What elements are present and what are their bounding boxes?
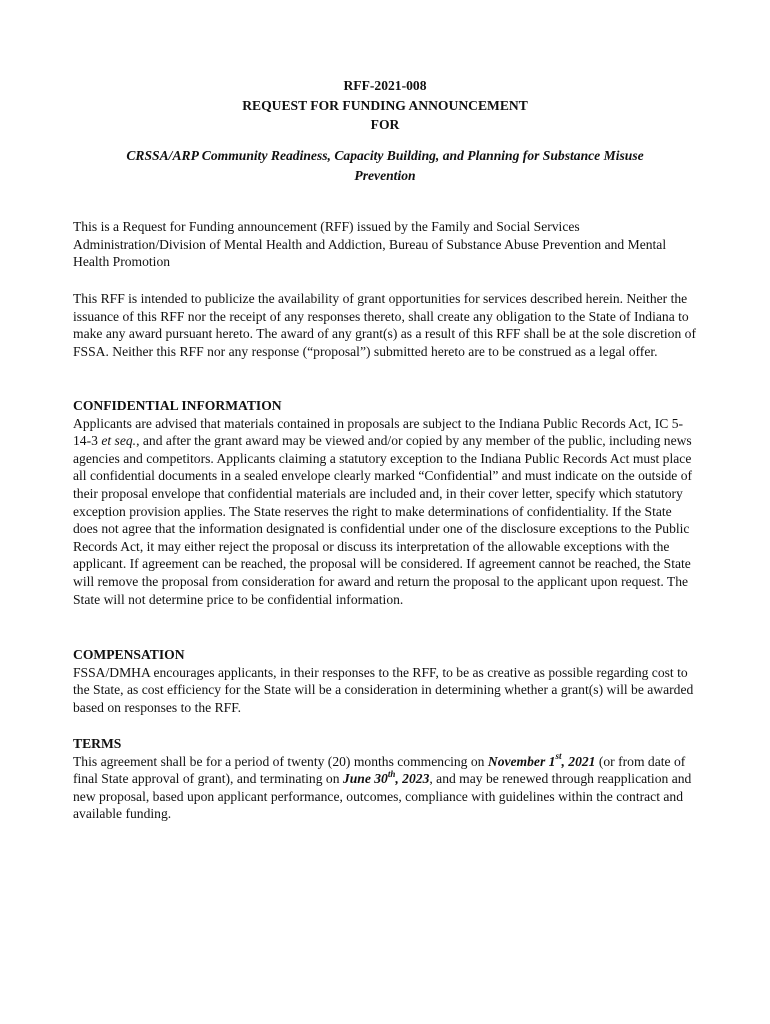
start-date bbox=[487, 751, 596, 769]
compensation-text: FSSA/DMHA encourages applicants, in their responses to the RFF, to be as creative as possible regarding cost to the State, as cost efficiency for the State will be a consideration in determining whether a grant(s) will be awarded based on responses to the RFF. bbox=[73, 664, 694, 715]
terms-text-part-1: This agreement shall be for a period of twenty (20) months commencing on bbox=[73, 753, 488, 769]
start-date-suffix: st bbox=[555, 751, 562, 762]
program-title-line-1: CRSSA/ARP Community Readiness, Capacity Building, and Planning for Substance Misuse bbox=[126, 148, 644, 163]
terms-section bbox=[73, 735, 699, 823]
terms-text-part-2: (or from date of final State approval of grant), and terminating on bbox=[73, 753, 686, 787]
terms-text bbox=[73, 753, 699, 823]
announcement-title: REQUEST FOR FUNDING ANNOUNCEMENT bbox=[242, 97, 528, 113]
intro-paragraph-2: This RFF is intended to publicize the availability of grant opportunities for services described herein. Neither the issuance of this RFF nor the receipt of any responses thereto, shall create any obligation to the State of Indiana to make any award pursuant hereto. The award of any grant(s) as a result of this RFF shall be at the sole discretion of FSSA. Neither this RFF nor any response (“proposal”) submitted hereto are to be construed as a legal offer. bbox=[73, 291, 696, 359]
intro-paragraph-1: This is a Request for Funding announcement (RFF) issued by the Family and Social Services Administration/Division of Mental Health and Addiction, Bureau of Substance Abuse Prevention and Mental Health Promotion bbox=[73, 219, 667, 270]
terms-text-part-3: , and may be renewed through reapplication and new proposal, based upon applicant performance, outcomes, compliance with guidelines within the contract and available funding. bbox=[73, 771, 692, 822]
program-title-line-2: Prevention bbox=[354, 167, 416, 183]
end-date-suffix: th bbox=[387, 768, 396, 779]
confidential-section bbox=[73, 397, 699, 608]
start-date-year: , 2021 bbox=[561, 753, 596, 769]
confidential-text-part-2: , and after the grant award may be viewed and/or copied by any member of the public, including news agencies and competitors. Applicants claiming a statutory exception to the Indiana Public Records Act must place all confidential documents in a sealed envelope clearly marked “Confidential” and must indicate on the outside of their proposal envelope that confidential materials are included and, in their cover letter, specify which statutory exception provision applies. The State reserves the right to make determinations of confidentiality. If the State does not agree that the information designated is confidential under one of the disclosure exceptions to the Public Records Act, it may either reject the proposal or discuss its interpretation of the allowable exceptions with the applicant. If agreement can be reached, the proposal will be considered. If agreement cannot be reached, the State will remove the proposal from consideration for award and return the proposal to the applicant upon request. The State will not determine price to be confidential information. bbox=[73, 433, 693, 607]
compensation-section bbox=[73, 646, 699, 716]
confidential-heading: CONFIDENTIAL INFORMATION bbox=[73, 398, 282, 413]
intro-paragraph-2-block bbox=[73, 290, 699, 360]
program-title bbox=[70, 146, 700, 185]
compensation-heading: COMPENSATION bbox=[73, 647, 185, 662]
confidential-text bbox=[73, 415, 699, 609]
confidential-text-part-1: Applicants are advised that materials contained in proposals are subject to the Indiana Public Records Act, IC 5-14-3 bbox=[73, 415, 684, 449]
end-date-year: , 2023 bbox=[395, 771, 430, 787]
terms-heading: TERMS bbox=[73, 736, 122, 751]
et-seq-text: et seq. bbox=[101, 433, 137, 449]
start-date-main: November 1 bbox=[487, 753, 556, 769]
rff-number: RFF-2021-008 bbox=[343, 78, 427, 93]
for-label: FOR bbox=[370, 117, 400, 132]
document-header bbox=[0, 76, 770, 135]
intro-paragraph-1-block bbox=[73, 218, 699, 271]
end-date bbox=[342, 768, 430, 787]
end-date-main: June 30 bbox=[342, 771, 388, 787]
